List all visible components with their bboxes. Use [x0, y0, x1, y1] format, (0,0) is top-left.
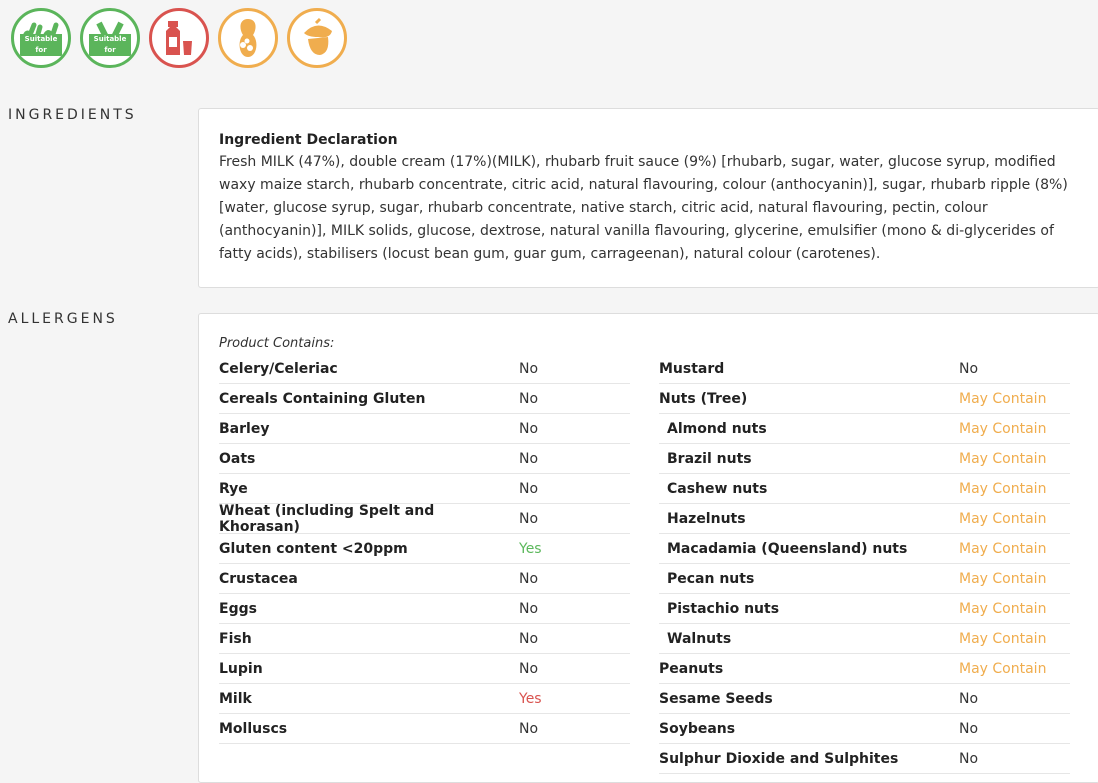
- allergen-row: [219, 685, 630, 714]
- allergen-row: [219, 355, 630, 384]
- allergen-row: [219, 505, 630, 534]
- allergen-name: Brazil nuts: [667, 451, 752, 467]
- acorn-icon: [294, 15, 340, 61]
- tree-nut-allergen-icon: [287, 8, 347, 68]
- allergen-row: [659, 685, 1070, 714]
- allergen-value: No: [519, 481, 539, 497]
- allergen-value: No: [519, 421, 539, 437]
- allergen-name: Rye: [219, 481, 248, 497]
- ingredients-panel: [198, 108, 1098, 288]
- milk-bottle-icon: [156, 15, 202, 61]
- allergens-section-label: ALLERGENS: [8, 311, 118, 327]
- allergen-value: No: [519, 361, 539, 377]
- allergen-row: [219, 475, 630, 504]
- allergen-name: Eggs: [219, 601, 257, 617]
- allergen-value: No: [959, 691, 979, 707]
- vegetarian-badge-icon: [80, 8, 140, 68]
- allergen-value: May Contain: [959, 571, 1047, 587]
- allergen-name: Macadamia (Queensland) nuts: [667, 541, 908, 557]
- allergen-row: [659, 385, 1070, 414]
- allergen-name: Sulphur Dioxide and Sulphites: [659, 751, 899, 767]
- allergen-value: No: [519, 511, 539, 527]
- dietary-badges: [11, 8, 347, 68]
- allergen-name: Peanuts: [659, 661, 724, 677]
- allergen-value: No: [519, 391, 539, 407]
- allergen-name: Pistachio nuts: [667, 601, 780, 617]
- allergens-right-column: [659, 355, 1070, 775]
- allergen-name: Gluten content <20ppm: [219, 541, 408, 557]
- allergen-name: Sesame Seeds: [659, 691, 773, 707]
- allergen-value: May Contain: [959, 631, 1047, 647]
- allergen-name: Cereals Containing Gluten: [219, 391, 426, 407]
- allergen-value: No: [959, 751, 979, 767]
- allergen-name: Pecan nuts: [667, 571, 755, 587]
- allergen-name: Cashew nuts: [667, 481, 768, 497]
- allergen-value: May Contain: [959, 511, 1047, 527]
- allergen-name: Hazelnuts: [667, 511, 746, 527]
- allergen-value: No: [519, 571, 539, 587]
- allergen-row: [219, 595, 630, 624]
- allergen-row: [659, 535, 1070, 564]
- allergen-name: Wheat (including Spelt and Khorasan): [219, 503, 435, 535]
- allergen-row: [659, 355, 1070, 384]
- allergen-value: No: [959, 361, 979, 377]
- allergen-name: Oats: [219, 451, 256, 467]
- allergen-value: May Contain: [959, 661, 1047, 677]
- allergen-name: Barley: [219, 421, 270, 437]
- allergens-panel: [198, 313, 1098, 783]
- ingredient-declaration-text: Fresh MILK (47%), double cream (17%)(MILK), rhubarb fruit sauce (9%) [rhubarb, sugar, water, glucose syrup, modified waxy maize starch, rhubarb concentrate, citric acid, natural flavouring, colour (anthocyanin)], sugar, rhubarb ripple (8%) [water, glucose syrup, sugar, rhubarb concentrate, native starch, citric acid, natural flavouring, pectin, colour (anthocyanin)], MILK solids, glucose, dextrose, natural vanilla flavouring, glycerine, emulsifier (mono & di-glycerides of fatty acids), stabilisers (locust bean gum, guar gum, carrageenan), natural colour (carotenes).: [219, 154, 1068, 262]
- allergen-row: [659, 445, 1070, 474]
- allergen-value: May Contain: [959, 451, 1047, 467]
- allergen-value: May Contain: [959, 391, 1047, 407]
- allergen-value: No: [519, 631, 539, 647]
- allergen-value: May Contain: [959, 541, 1047, 557]
- allergen-row: [219, 445, 630, 474]
- milk-allergen-icon: [149, 8, 209, 68]
- allergen-row: [659, 595, 1070, 624]
- allergen-row: [659, 505, 1070, 534]
- allergen-row: [219, 715, 630, 744]
- allergen-name: Celery/Celeriac: [219, 361, 338, 377]
- allergen-name: Almond nuts: [667, 421, 767, 437]
- allergen-name: Fish: [219, 631, 252, 647]
- allergens-left-column: [219, 355, 630, 775]
- allergen-row: [219, 625, 630, 654]
- ingredients-section-label: INGREDIENTS: [8, 107, 137, 123]
- allergen-name: Walnuts: [667, 631, 732, 647]
- allergen-value: Yes: [519, 691, 542, 707]
- allergen-value: May Contain: [959, 421, 1047, 437]
- allergen-value: Yes: [519, 541, 542, 557]
- allergen-row: [659, 415, 1070, 444]
- allergen-value: No: [519, 451, 539, 467]
- peanut-icon: [225, 15, 271, 61]
- allergen-row: [219, 655, 630, 684]
- allergen-row: [659, 655, 1070, 684]
- ingredient-declaration-title: Ingredient Declaration: [219, 132, 398, 148]
- allergen-row: [219, 535, 630, 564]
- allergen-row: [219, 565, 630, 594]
- allergen-row: [659, 475, 1070, 504]
- allergen-value: No: [519, 601, 539, 617]
- allergen-value: No: [519, 661, 539, 677]
- allergen-row: [219, 385, 630, 414]
- allergen-name: Crustacea: [219, 571, 298, 587]
- badge-band: Suitable for: [20, 34, 62, 56]
- allergen-name: Molluscs: [219, 721, 288, 737]
- allergen-value: No: [519, 721, 539, 737]
- allergen-row: [219, 415, 630, 444]
- allergen-row: [659, 625, 1070, 654]
- allergen-row: [659, 715, 1070, 744]
- allergen-name: Nuts (Tree): [659, 391, 748, 407]
- allergen-value: No: [959, 721, 979, 737]
- allergen-name: Soybeans: [659, 721, 736, 737]
- allergen-name: Lupin: [219, 661, 263, 677]
- allergen-value: May Contain: [959, 481, 1047, 497]
- halal-badge-icon: [11, 8, 71, 68]
- product-contains-label: Product Contains:: [219, 336, 335, 351]
- allergen-value: May Contain: [959, 601, 1047, 617]
- allergen-name: Milk: [219, 691, 252, 707]
- allergen-row: [659, 565, 1070, 594]
- allergen-name: Mustard: [659, 361, 725, 377]
- badge-band: Suitable for: [89, 34, 131, 56]
- peanut-allergen-icon: [218, 8, 278, 68]
